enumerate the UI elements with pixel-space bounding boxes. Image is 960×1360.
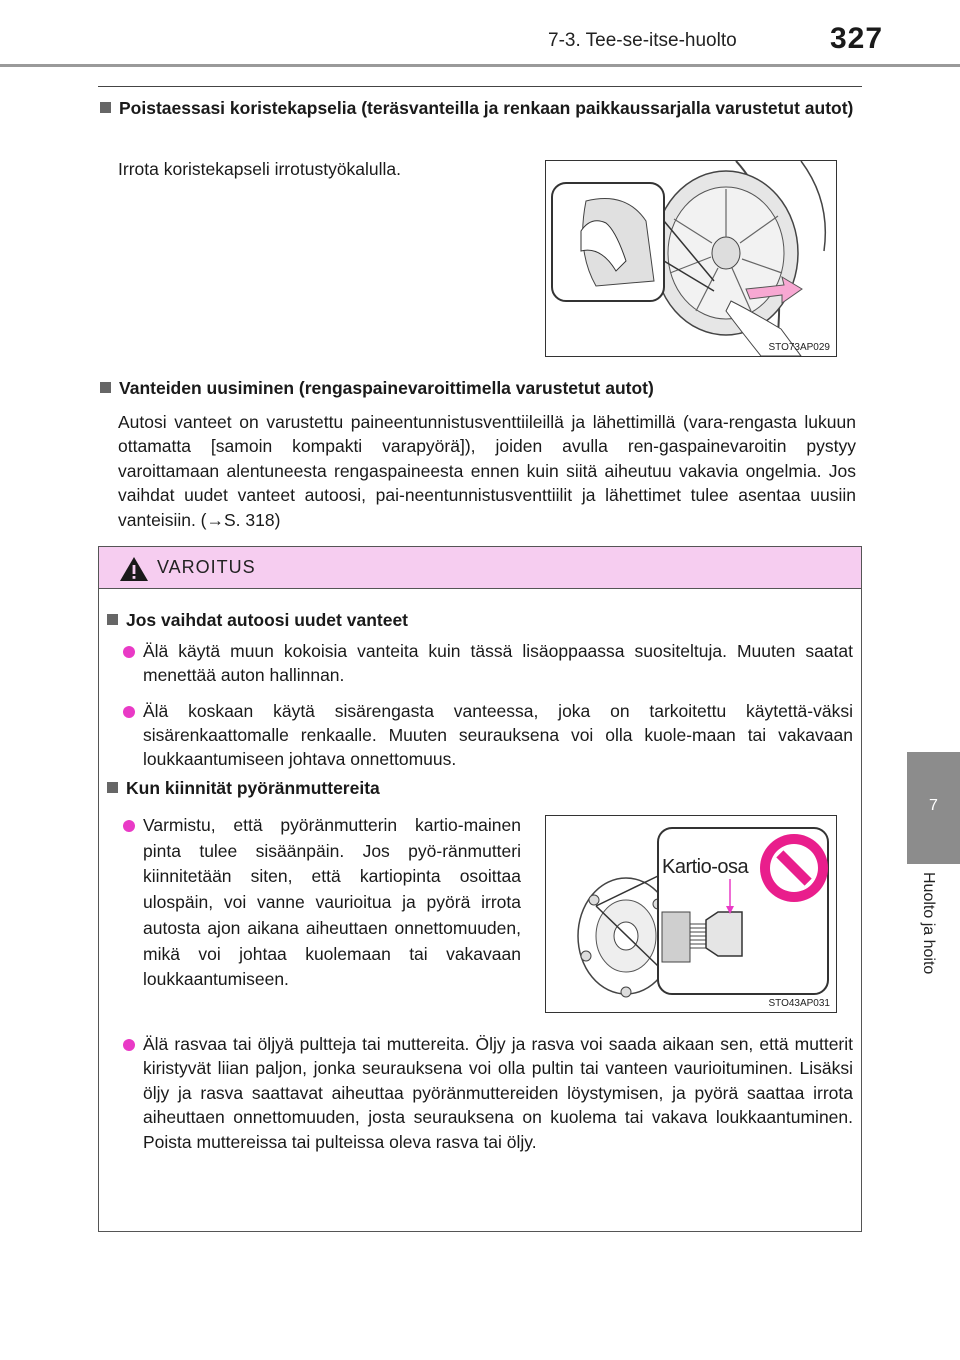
chapter-label: Huolto ja hoito (920, 872, 937, 975)
hubcap-drawing (546, 161, 836, 356)
image-caption: STO43AP031 (768, 998, 830, 1009)
square-bullet-icon (107, 614, 118, 625)
hubcap-text: Irrota koristekapseli irrotustyökalulla. (118, 159, 402, 179)
square-bullet-icon (100, 382, 111, 393)
warning-bullet: Älä käytä muun kokoisia vanteita kuin tässä lisäoppaassa suositeltuja. Muuten saatat menettää auton hallinnan. (123, 639, 855, 689)
wheel-nut-drawing (546, 816, 836, 1012)
chapter-tab (907, 752, 960, 864)
warning-group-heading-nuts: Kun kiinnität pyöränmuttereita (107, 776, 847, 800)
bullet-dot-icon (123, 646, 135, 658)
wheel-nut-illustration (545, 815, 837, 1013)
warning-title: VAROITUS (157, 557, 256, 577)
warning-triangle-icon (119, 556, 149, 582)
content-rule (98, 86, 862, 87)
wheels-text: Autosi vanteet on varustettu paineentunnistusventtiileillä ja lähettimillä (vara-rengasta lukuun ottamatta [samoin kompakti varapyörä]), joiden avulla ren-gaspainevaroitin pystyy varoittamaan alentuneesta rengaspaineesta ennen kuin siitä aiheutuu vakavia ongelmia. Jos vaihdat uudet vanteet autoosi, pai-neentunnistusventtiilit ja lähettimet tulee asentaa uusiin vanteisiin. (→S. 318) (118, 412, 856, 530)
bullet-dot-icon (123, 706, 135, 718)
image-caption: STO73AP029 (768, 342, 830, 353)
warning-bullet: Älä koskaan käytä sisärengasta vanteessa, joka on tarkoitettu käytettä-väksi sisärenkaattomalle renkaalle. Muuten seurauksena voi olla kuole-maan tai vakavaan loukkaantumiseen johtava onnettomuus. (123, 699, 855, 774)
bullet-dot-icon (123, 1039, 135, 1051)
section-heading-wheels: Vanteiden uusiminen (rengaspainevaroittimella varustetut autot) (100, 376, 862, 400)
square-bullet-icon (107, 782, 118, 793)
section-title: 7-3. Tee-se-itse-huolto (548, 30, 737, 51)
cone-part-label: Kartio-osa (662, 856, 749, 878)
warning-bullet: Älä rasvaa tai öljyä pultteja tai muttereita. Öljy ja rasva voi saada aikaan sen, että mutterit kiristyvät liian paljon, jonka seurauksena voi olla pultin tai vanteen vaurioituminen. Lisäksi öljy ja rasva saattavat aiheuttaa pyöränmuttereiden löystymisen, ja pyörä saattaa irrota aiheuttaen onnettomuuden, josta seurauksena on kuolema tai vakava loukkaantuminen. Poista muttereissa tai pulteissa oleva rasva tai öljy. (123, 1032, 855, 1202)
chapter-number: 7 (929, 797, 938, 814)
warning-box (98, 546, 862, 1232)
bullet-dot-icon (123, 820, 135, 832)
warning-group-heading-wheels: Jos vaihdat autoosi uudet vanteet (107, 608, 847, 632)
section-heading-hubcap: Poistaessasi koristekapselia (teräsvanteilla ja renkaan paikkaussarjalla varustetut autot) (100, 96, 862, 120)
header-rule (0, 64, 960, 67)
square-bullet-icon (100, 102, 111, 113)
hubcap-removal-illustration (545, 160, 837, 357)
page-number: 327 (830, 22, 884, 55)
warning-header (99, 547, 861, 589)
warning-bullet: Varmistu, että pyöränmutterin kartio-mainen pinta tulee sisäänpäin. Jos pyö-ränmutteri kiinnitetään siten, että kartiopinta osoittaa ulospäin, voi vanne vaurioitua ja pyörä irrota autosta ajon aikana aiheuttaen onnettomuuden, mikä voi johtaa kuolemaan tai vakavaan loukkaantumiseen. (123, 813, 533, 1013)
